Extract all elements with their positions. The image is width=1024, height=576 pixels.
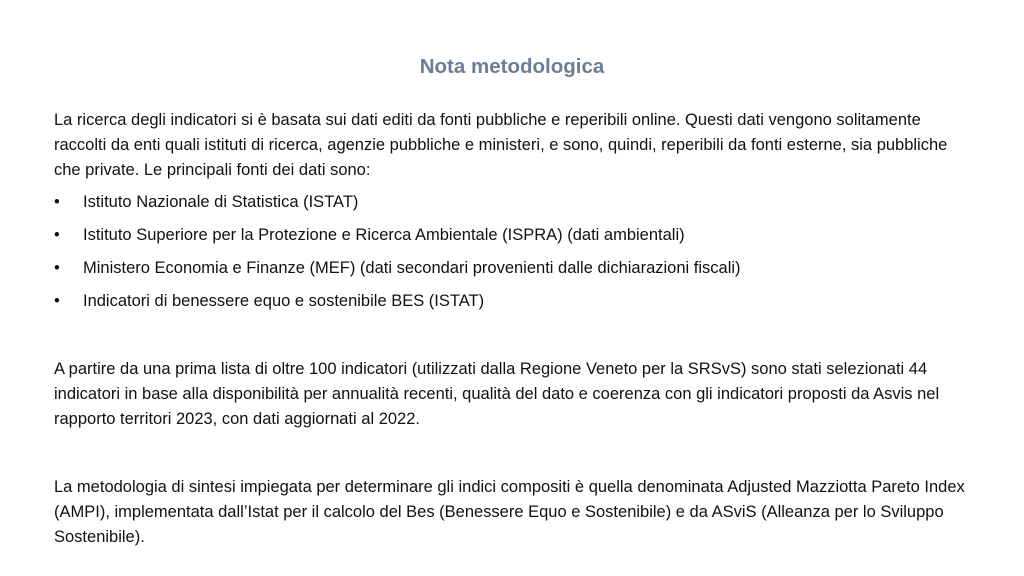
source-label: Istituto Superiore per la Protezione e Ricerca Ambientale (ISPRA) (dati ambientali) bbox=[83, 226, 685, 244]
list-item bbox=[54, 256, 974, 281]
list-item bbox=[54, 289, 974, 314]
slide-title: Nota metodologica bbox=[419, 55, 605, 78]
bullet-icon: • bbox=[54, 292, 60, 310]
sources-list bbox=[54, 190, 974, 314]
list-item bbox=[54, 223, 974, 248]
methodology-paragraph: La metodologia di sintesi impiegata per determinare gli indici compositi è quella denominata Adjusted Mazziotta Pareto Index (AMPI), implementata dall’Istat per il calcolo del Bes (Benessere Equo e Sostenibile) e da ASviS (Alleanza per lo Sviluppo Sostenibile). bbox=[54, 478, 965, 546]
list-item bbox=[54, 190, 974, 215]
source-label: Indicatori di benessere equo e sostenibile BES (ISTAT) bbox=[83, 292, 485, 310]
bullet-icon: • bbox=[54, 259, 60, 277]
intro-paragraph: La ricerca degli indicatori si è basata sui dati editi da fonti pubbliche e reperibili online. Questi dati vengono solitamente raccolti da enti quali istituti di ricerca, agenzie pubbliche e ministeri, e sono, quindi, reperibili da fonti esterne, sia pubbliche che private. Le principali fonti dei dati sono: bbox=[54, 111, 948, 179]
slide-body bbox=[54, 108, 974, 550]
source-label: Ministero Economia e Finanze (MEF) (dati secondari provenienti dalle dichiarazioni fiscali) bbox=[83, 259, 741, 277]
selection-paragraph: A partire da una prima lista di oltre 100 indicatori (utilizzati dalla Regione Veneto per la SRSvS) sono stati selezionati 44 indicatori in base alla disponibilità per annualità recenti, qualità del dato e coerenza con gli indicatori proposti da Asvis nel rapporto territori 2023, con dati aggiornati al 2022. bbox=[54, 360, 940, 428]
bullet-icon: • bbox=[54, 193, 60, 211]
bullet-icon: • bbox=[54, 226, 60, 244]
source-label: Istituto Nazionale di Statistica (ISTAT) bbox=[83, 193, 359, 211]
